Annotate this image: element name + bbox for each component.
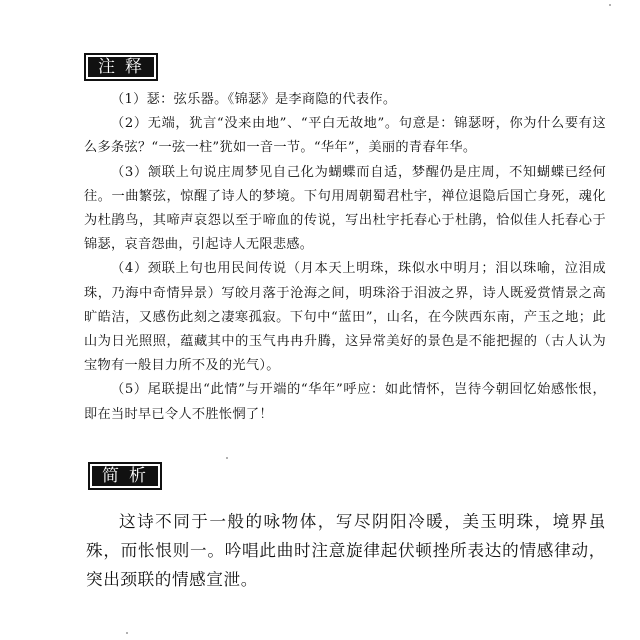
note-item: （2）无端，犹言“没来由地”、“平白无故地”。句意是：锦瑟呀，你为什么要有这么多条弦？“一弦一柱”犹如一音一节。“华年”，美丽的青春年华。 xyxy=(84,116,606,156)
note-item: （3）颔联上句说庄周梦见自己化为蝴蝶而自适，梦醒仍是庄周，不知蝴蝶已经何往。一曲繁弦，惊醒了诗人的梦境。下句用周朝蜀君杜宇，禅位退隐后国亡身死，魂化为杜鹃鸟，其啼声哀怨以至于啼血的传说，写出杜宇托春心于杜鹃，恰似佳人托春心于锦瑟，哀音怨曲，引起诗人无限悲感。 xyxy=(84,164,606,253)
scan-speck xyxy=(226,457,228,459)
note-item: （4）颈联上句也用民间传说（月本天上明珠，珠似水中明月；泪以珠喻，泣泪成珠，乃海中奇情异景）写皎月落于沧海之间，明珠浴于泪波之界，诗人既爱赏情景之高旷皓洁，又感伤此刻之凄寒孤寂。下句中“蓝田”，山名，在今陕西东南，产玉之地；此山为日光照照，蕴藏其中的玉气冉冉升腾，这异常美好的景色是不能把握的（古人认为宝物有一般目力所不及的光气）。 xyxy=(84,261,606,374)
analysis-section-heading xyxy=(88,462,162,490)
analysis-heading-label: 简析 xyxy=(92,466,158,486)
note-item: （5）尾联提出“此情”与开端的“华年”呼应：如此情怀，岂待今朝回忆始感怅恨，即在当时早已令人不胜怅惘了！ xyxy=(84,382,606,422)
note-item: （1）瑟：弦乐器。《锦瑟》是李商隐的代表作。 xyxy=(111,92,397,107)
notes-section-heading xyxy=(84,53,158,81)
notes-heading-label: 注释 xyxy=(88,57,154,77)
analysis-paragraph: 这诗不同于一般的咏物体，写尽阴阳冷暖，美玉明珠，境界虽殊，而怅恨则一。吟唱此曲时注意旋律起伏顿挫所表达的情感律动，突出颈联的情感宣泄。 xyxy=(86,511,606,589)
scan-speck xyxy=(609,4,611,6)
scan-speck xyxy=(126,632,128,634)
notes-list xyxy=(84,88,606,427)
